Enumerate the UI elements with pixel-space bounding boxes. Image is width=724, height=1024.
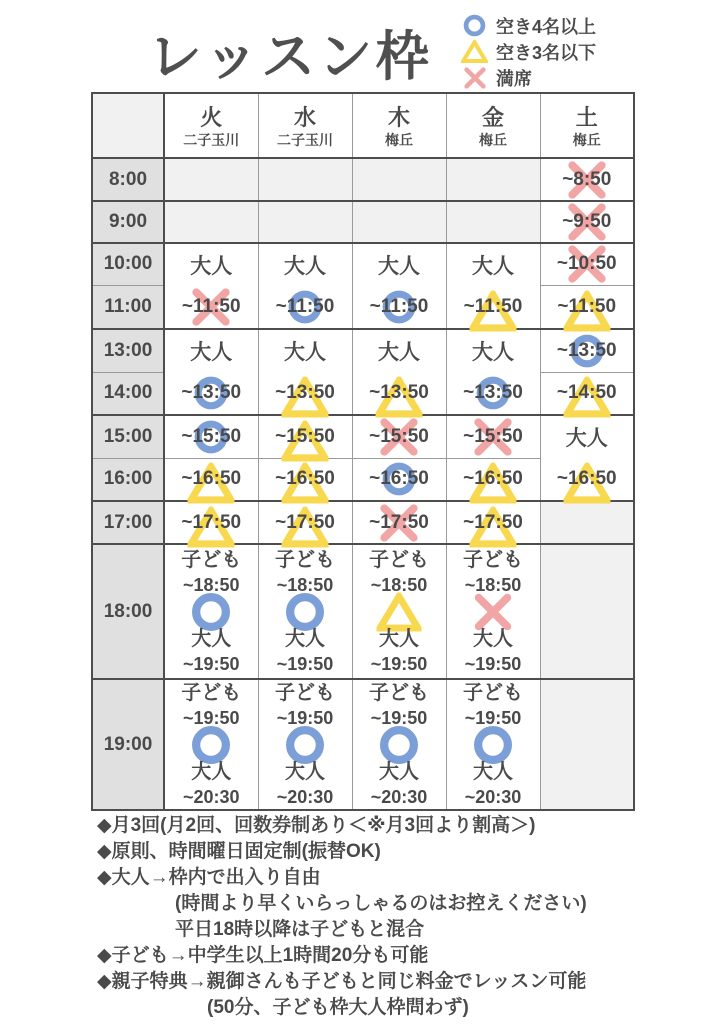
day-name: 火 — [200, 104, 223, 130]
time-label: 19:00 — [92, 679, 164, 810]
slot-label: 大人 — [379, 627, 419, 650]
slot-time: ~19:50 — [464, 707, 522, 728]
schedule-row-10:00 — [92, 243, 634, 285]
time-label: 14:00 — [92, 372, 164, 415]
empty-cell — [446, 201, 540, 243]
triangle-icon — [377, 592, 422, 631]
schedule-cell — [258, 458, 352, 501]
slot-time: ~11:50 — [463, 296, 523, 317]
day-name: 木 — [387, 104, 410, 130]
slot-time: ~20:30 — [370, 786, 428, 807]
schedule-cell — [352, 679, 446, 810]
slot-label: 大人 — [472, 341, 514, 364]
note-line: ◆子ども→中学生以上1時間20分も可能 — [97, 945, 429, 966]
note-line: ◆親子特典→親御さんも子どもと同じ料金でレッスン可能 — [97, 971, 587, 992]
slot-time: ~18:50 — [464, 574, 522, 595]
schedule-row-8:00 — [92, 158, 634, 201]
slot-time: ~16:50 — [463, 468, 523, 490]
slot-label: 大人 — [379, 760, 419, 783]
schedule-cell — [164, 544, 258, 679]
day-header-5 — [540, 93, 634, 158]
header-row — [92, 93, 634, 158]
slot-time: ~11:50 — [275, 296, 335, 317]
slot-label: 大人 — [473, 627, 513, 650]
legend — [461, 13, 596, 91]
slot-time: ~19:50 — [276, 707, 334, 728]
schedule-cell — [540, 201, 634, 243]
slot-time: ~18:50 — [182, 574, 240, 595]
schedule-cell — [540, 243, 634, 285]
slot-time: ~15:50 — [369, 425, 429, 447]
schedule-cell — [446, 458, 540, 501]
day-place: 梅丘 — [572, 131, 601, 148]
day-place: 梅丘 — [385, 131, 413, 148]
schedule-cell — [540, 285, 634, 329]
slot-time: ~16:50 — [369, 468, 429, 490]
page-title: レッスン枠 — [147, 27, 433, 87]
slot-label: 大人 — [378, 255, 420, 278]
slot-label: 子ども — [463, 548, 523, 571]
schedule-cell — [352, 458, 446, 501]
schedule-cell — [258, 679, 352, 810]
empty-cell — [258, 158, 352, 201]
day-place: 梅丘 — [479, 131, 507, 148]
schedule-table — [91, 92, 635, 811]
legend-item-available4 — [461, 13, 596, 38]
slot-label: 子ども — [275, 681, 335, 704]
slot-time: ~13:50 — [369, 382, 429, 403]
time-label: 9:00 — [92, 201, 164, 243]
slot-time: ~11:50 — [557, 295, 617, 317]
slot-time: ~17:50 — [463, 511, 523, 533]
schedule-cell — [446, 329, 540, 415]
day-place: 二子玉川 — [277, 131, 333, 148]
slot-time: ~13:50 — [181, 382, 242, 403]
slot-time: ~16:50 — [556, 468, 617, 489]
schedule-cell — [540, 158, 634, 201]
slot-label: 大人 — [191, 760, 232, 783]
slot-time: ~8:50 — [562, 168, 612, 190]
note-line: (時間より早くいらっしゃるのはお控えください) — [175, 893, 587, 914]
notes — [97, 813, 697, 1021]
schedule-cell — [352, 544, 446, 679]
time-label: 18:00 — [92, 544, 164, 679]
slot-label: 大人 — [285, 627, 325, 650]
slot-time: ~15:50 — [275, 425, 335, 447]
legend-item-label: 満席 — [496, 68, 532, 89]
slot-time: ~11:50 — [181, 296, 241, 317]
slot-label: 子ども — [181, 548, 242, 571]
empty-cell — [164, 201, 258, 243]
schedule-row-15:00 — [92, 415, 634, 458]
empty-cell — [258, 201, 352, 243]
schedule-cell — [164, 501, 258, 544]
slot-label: 大人 — [284, 341, 326, 364]
schedule-cell — [258, 544, 352, 679]
slot-label: 子ども — [181, 681, 242, 704]
slot-time: ~18:50 — [276, 574, 334, 595]
schedule-cell — [352, 243, 446, 329]
slot-time: ~19:50 — [276, 653, 334, 674]
note-line: ◆原則、時間曜日固定制(振替OK) — [97, 841, 381, 862]
schedule-cell — [540, 329, 634, 372]
time-label: 10:00 — [92, 243, 164, 285]
slot-time: ~19:50 — [182, 707, 240, 728]
slot-time: ~11:50 — [369, 296, 429, 317]
slot-time: ~20:30 — [464, 786, 522, 807]
schedule-cell — [352, 329, 446, 415]
schedule-cell — [164, 243, 258, 329]
note-line: 平日18時以降は子どもと混合 — [175, 919, 425, 940]
slot-time: ~13:50 — [275, 382, 335, 403]
schedule-row-17:00 — [92, 501, 634, 544]
schedule-cell — [258, 415, 352, 458]
schedule-row-18:00 — [92, 544, 634, 679]
schedule-cell — [540, 415, 634, 501]
slot-time: ~14:50 — [556, 382, 617, 404]
slot-time: ~20:30 — [276, 786, 334, 807]
slot-time: ~15:50 — [181, 425, 242, 447]
slot-label: 大人 — [190, 341, 233, 364]
slot-label: 子ども — [463, 681, 523, 704]
slot-label: 子ども — [369, 548, 429, 571]
slot-time: ~13:50 — [556, 339, 617, 361]
slot-time: ~19:50 — [464, 653, 522, 674]
schedule-cell — [446, 415, 540, 458]
schedule-cell — [352, 501, 446, 544]
schedule-row-13:00 — [92, 329, 634, 372]
slot-time: ~15:50 — [463, 425, 523, 447]
schedule-row-9:00 — [92, 201, 634, 243]
schedule-cell — [446, 243, 540, 329]
empty-cell — [540, 544, 634, 679]
empty-cell — [164, 158, 258, 201]
day-name: 水 — [293, 104, 316, 130]
time-label: 16:00 — [92, 458, 164, 501]
schedule-cell — [164, 329, 258, 415]
slot-time: ~10:50 — [556, 253, 617, 275]
schedule-cell — [258, 501, 352, 544]
note-line: (50分、子ども枠大人枠問わず) — [207, 997, 469, 1018]
schedule-cell — [258, 243, 352, 329]
schedule-row-19:00 — [92, 679, 634, 810]
schedule-cell — [446, 544, 540, 679]
slot-label: 大人 — [565, 427, 608, 450]
slot-time: ~17:50 — [369, 511, 429, 533]
schedule-cell — [446, 501, 540, 544]
empty-cell — [446, 158, 540, 201]
legend-item-label: 空き3名以下 — [496, 42, 597, 63]
day-header-2 — [258, 93, 352, 158]
slot-time: ~20:30 — [182, 786, 240, 807]
slot-time: ~16:50 — [181, 468, 242, 490]
empty-cell — [540, 679, 634, 810]
day-place: 二子玉川 — [183, 131, 240, 148]
time-label: 17:00 — [92, 501, 164, 544]
slot-label: 大人 — [285, 760, 325, 783]
slot-label: 大人 — [284, 255, 326, 278]
slot-time: ~17:50 — [181, 511, 242, 533]
schedule-cell — [446, 679, 540, 810]
slot-time: ~16:50 — [275, 468, 335, 490]
slot-label: 大人 — [472, 255, 514, 278]
slot-label: 大人 — [191, 627, 232, 650]
slot-time: ~17:50 — [275, 511, 335, 533]
note-line: ◆月3回(月2回、回数券制あり＜※月3回より割高＞) — [97, 815, 536, 836]
slot-time: ~19:50 — [182, 653, 240, 674]
schedule-cell — [164, 679, 258, 810]
time-label: 15:00 — [92, 415, 164, 458]
day-name: 土 — [575, 104, 598, 130]
circle-icon — [461, 13, 488, 38]
cross-icon — [461, 66, 488, 90]
slot-time: ~19:50 — [370, 707, 428, 728]
schedule-cell — [540, 372, 634, 415]
empty-cell — [352, 201, 446, 243]
day-header-4 — [446, 93, 540, 158]
slot-time: ~19:50 — [370, 653, 428, 674]
empty-cell — [540, 501, 634, 544]
schedule-cell — [164, 458, 258, 501]
slot-label: 大人 — [473, 760, 513, 783]
schedule-cell — [258, 329, 352, 415]
slot-time: ~13:50 — [463, 382, 523, 403]
slot-label: 大人 — [190, 255, 233, 278]
schedule-cell — [352, 415, 446, 458]
day-header-1 — [164, 93, 258, 158]
slot-label: 子ども — [275, 548, 335, 571]
legend-item-available3 — [461, 39, 596, 64]
empty-cell — [352, 158, 446, 201]
slot-label: 大人 — [378, 341, 420, 364]
corner-cell — [92, 93, 164, 158]
time-label: 11:00 — [92, 285, 164, 329]
time-label: 13:00 — [92, 329, 164, 372]
legend-item-full — [461, 65, 596, 90]
triangle-icon — [461, 40, 488, 63]
day-header-3 — [352, 93, 446, 158]
time-label: 8:00 — [92, 158, 164, 201]
slot-time: ~18:50 — [370, 574, 428, 595]
note-line: ◆大人→枠内で出入り自由 — [97, 867, 321, 888]
slot-label: 子ども — [369, 681, 429, 704]
schedule-cell — [164, 415, 258, 458]
legend-item-label: 空き4名以上 — [496, 16, 597, 37]
day-name: 金 — [481, 104, 504, 130]
slot-time: ~9:50 — [562, 211, 612, 232]
